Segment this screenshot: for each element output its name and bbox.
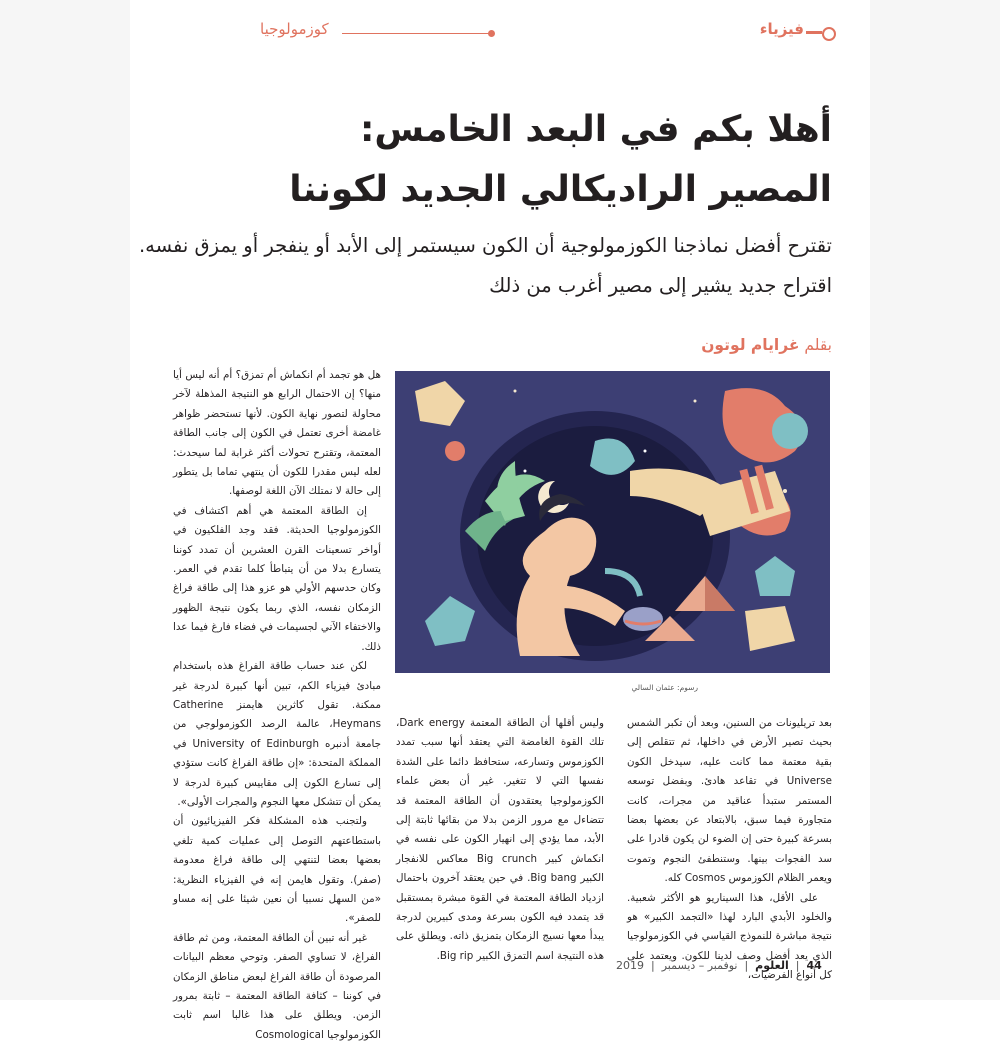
title-line-1: أهلا بكم في البعد الخامس: [359,109,832,150]
star [783,489,787,493]
star [694,400,697,403]
issue-year: 2019 [616,959,644,972]
paragraph: هل هو تجمد أم انكماش أم تمزق؟ أم أنه ليس أيا منها؟ إن الاحتمال الرابع هو النتيجة المذهلة لآخر محاولة لتصور نهاية الكون. لأنها تستحضر ظواهر غامضة أخرى تعتمل في الكون إلى جانب الطاقة المعتمة، وتقترح تحولات أكثر غرابة لما سيحدث: لعله ليس مقدرا للكون أن ينتهي تماما بل يتطور إلى حالة لا نمتلك الآن اللغة لوصفها. [173,369,381,498]
byline-prefix: بقلم [804,336,832,354]
paragraph: وليس أقلها أن الطاقة المعتمة Dark energy، تلك القوة الغامضة التي يعتقد أنها سبب تمدد الكوزموس وتسارعه، ستحافظ دائما على الشدة نفسها التي لا تتغير. غير أن بعض علماء الكوزمولوجيا يعتقدون أن الطاقة المعتمة قد تتضاءل مع مرور الزمن بدلا من بقائها ثابتة إلى الأبد، مما يؤدي إلى انهيار الكون على نفسه في انكماش كبير Big crunch معاكس للانفجار الكبير Big bang. في حين يعتقد آخرون باحتمال ازدياد الطاقة المعتمة في القوة مبشرة بمستقبل قد يتمدد فيه الكون بسرعة ومدى كبيرين لدرجة يبدأ معها نسيج الزمكان بتمزيق ذاته. ويطلق على هذه النتيجة اسم التمزق الكبير Big rip. [396,717,605,962]
paragraph: لكن عند حساب طاقة الفراغ هذه باستخدام مبادئ فيزياء الكم، تبين أنها كبيرة لدرجة غير ممكنة. تقول كاثرين هايمنز Catherine Heymans، عالمة الرصد الكوزمولوجي من جامعة أدنبره University of Edinburgh في المملكة المتحدة: «إن طاقة الفراغ كانت ستؤدي إلى تسارع الكون إلى مقاييس كبيرة لدرجة لا يمكن أن تتشكل معها النجوم والمجرات الأولى». [173,660,381,808]
author-name: غرايام لوتون [701,336,800,354]
article-illustration [395,371,830,673]
header-ring-mark [822,27,836,41]
right-margin [870,0,1000,1000]
article-title [172,100,832,220]
magazine-page [130,0,870,1041]
paragraph: إن الطاقة المعتمة هي أهم اكتشاف في الكوزمولوجيا الحديثة. فقد وجد الفلكيون في أواخر تسعينات القرن العشرين أن تمدد كوننا يتسارع بدلا من أن يتباطأ كلما تقدم في العمر. وكان حدسهم الأولي هو عزو هذا إلى طاقة فراغ الزمكان نفسه، الذي ربما يكون نتيجة الظهور والاختفاء الآني لجسيمات في فضاء فارغ فيما عدا ذلك. [173,504,381,653]
magazine-name: العلوم [755,959,789,972]
paragraph: بعد تريليونات من السنين، وبعد أن تكبر الشمس بحيث تصير الأرض في داخلها، ثم تتقلص إلى بقية معتمة مما كانت عليه، سيدخل الكون Universe في تقاعد هادئ. وبفضل توسعه المستمر ستبدأ عناقيد من مجرات، كانت متجاورة فيما سبق، بالابتعاد عن بعضها بعضا بسرعة كبيرة حتى إن الضوء لن يكون قادرا على سد الفجوات بينها. وستنطفئ النجوم وتموت ويعمر الظلام الكوزموس Cosmos كله. [627,717,832,885]
header-tick-mark [806,31,822,34]
paragraph: على الأقل، هذا السيناريو هو الأكثر شعبية. والخلود الأبدي البارد لهذا «التجمد الكبير» هو نتيجة مباشرة للنموذج القياسي في الكوزمولوجيا الذي يعد أفضل وصف لدينا للكون. ويعتمد على كل أنواع الفرضيات، [627,891,832,982]
paragraph: ولتجنب هذه المشكلة فكر الفيزيائيون أن باستطاعتهم التوصل إلى عمليات كمية تلغي بعضها بعضا لتنتهي إلى طاقة فراغ معدومة (صفر). وتقول هايمن إنه في الفيزياء النظرية: «من السهل نسبيا أن نعين شيئا على إنه مساو للصفر». [173,815,381,925]
small-planet [623,607,663,631]
issue-months: نوفمبر – ديسمبر [661,959,738,972]
header-category: فيزياء [759,20,804,38]
floating-orb-small [445,441,465,461]
star [514,390,517,393]
header-section: كوزمولوجيا [260,20,329,38]
text-column-left [173,366,381,1045]
star [644,450,647,453]
space-illustration [395,371,830,673]
text-column-right [627,714,832,986]
text-column-middle [396,714,604,966]
star [524,470,527,473]
title-line-2: المصير الراديكالي الجديد لكوننا [289,169,832,210]
article-subtitle [138,226,832,306]
subtitle-line-1: تقترح أفضل نماذجنا الكوزمولوجية أن الكون سيستمر إلى الأبد أو ينفجر أو يمزق نفسه. [138,234,832,257]
paragraph: غير أنه تبين أن الطاقة المعتمة، ومن ثم طاقة الفراغ، لا تساوي الصفر. وتوحي معظم البيانات المرصودة أن طاقة الفراغ لبعض مناطق الزمكان في كوننا – كثافة الطاقة المعتمة – ثابتة بمرور الزمن. ويطلق على هذا غالبا اسم ثابت الكوزمولوجيا Cosmological [173,931,381,1041]
page-number: 44 [806,959,822,972]
floating-orb [772,413,808,449]
page-footer: 44 | العلوم | نوفمبر – ديسمبر | 2019 [616,959,822,972]
left-margin [0,0,130,1000]
byline [701,336,832,354]
illustration-credit: رسوم: عثمان السالي [631,683,698,692]
subtitle-line-2: اقتراح جديد يشير إلى مصير أغرب من ذلك [489,274,832,297]
header-rule [342,33,492,34]
